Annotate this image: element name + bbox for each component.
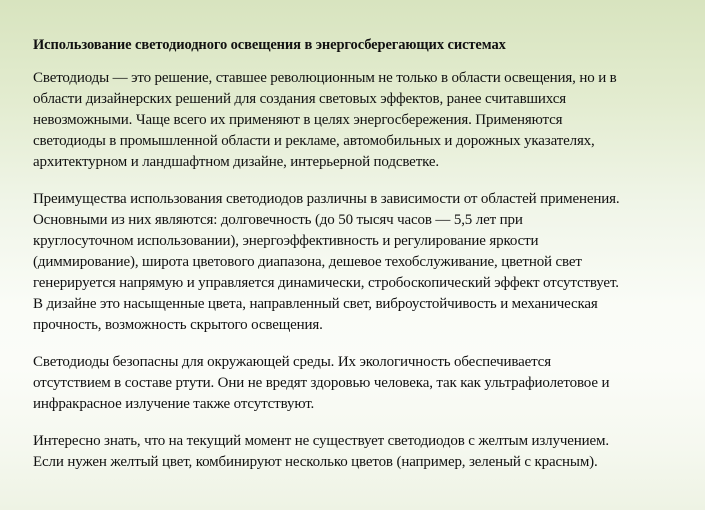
paragraph-advantages	[33, 189, 683, 336]
text-line: В дизайне это насыщенные цвета, направленный свет, виброустойчивость и механическая	[33, 296, 598, 312]
text-line: области дизайнерских решений для создания световых эффектов, ранее считавшихся	[33, 91, 566, 107]
text-line: Светодиоды — это решение, ставшее революционным не только в области освещения, но и в	[33, 70, 617, 86]
text-line: Основными из них являются: долговечность (до 50 тысяч часов — 5,5 лет при	[33, 212, 523, 228]
text-line: генерируется напрямую и управляется динамически, стробоскопический эффект отсутствует.	[33, 275, 619, 291]
text-line: (диммирование), широта цветового диапазона, дешевое техобслуживание, цветной свет	[33, 254, 582, 270]
text-line: светодиоды в промышленной области и рекламе, автомобильных и дорожных указателях,	[33, 133, 595, 149]
text-line: Интересно знать, что на текущий момент не существует светодиодов с желтым излучением.	[33, 433, 609, 449]
document-body	[33, 35, 683, 489]
document-title: Использование светодиодного освещения в энергосберегающих системах	[33, 37, 506, 53]
text-line: Если нужен желтый цвет, комбинируют несколько цветов (например, зеленый с красным).	[33, 454, 598, 470]
paragraph-safety	[33, 352, 683, 415]
text-line: отсутствием в составе ртути. Они не вредят здоровью человека, так как ультрафиолетовое и	[33, 375, 610, 391]
text-line: Светодиоды безопасны для окружающей среды. Их экологичность обеспечивается	[33, 354, 551, 370]
text-line: невозможными. Чаще всего их применяют в целях энергосбережения. Применяются	[33, 112, 563, 128]
text-line: архитектурном и ландшафтном дизайне, интерьерной подсветке.	[33, 154, 439, 170]
text-line: инфракрасное излучение также отсутствуют.	[33, 396, 315, 412]
text-line: прочность, возможность скрытого освещения.	[33, 317, 323, 333]
text-line: круглосуточном использовании), энергоэффективность и регулирование яркости	[33, 233, 539, 249]
text-line: Преимущества использования светодиодов различны в зависимости от областей применения.	[33, 191, 620, 207]
paragraph-fact	[33, 431, 683, 473]
paragraph-intro	[33, 68, 683, 173]
